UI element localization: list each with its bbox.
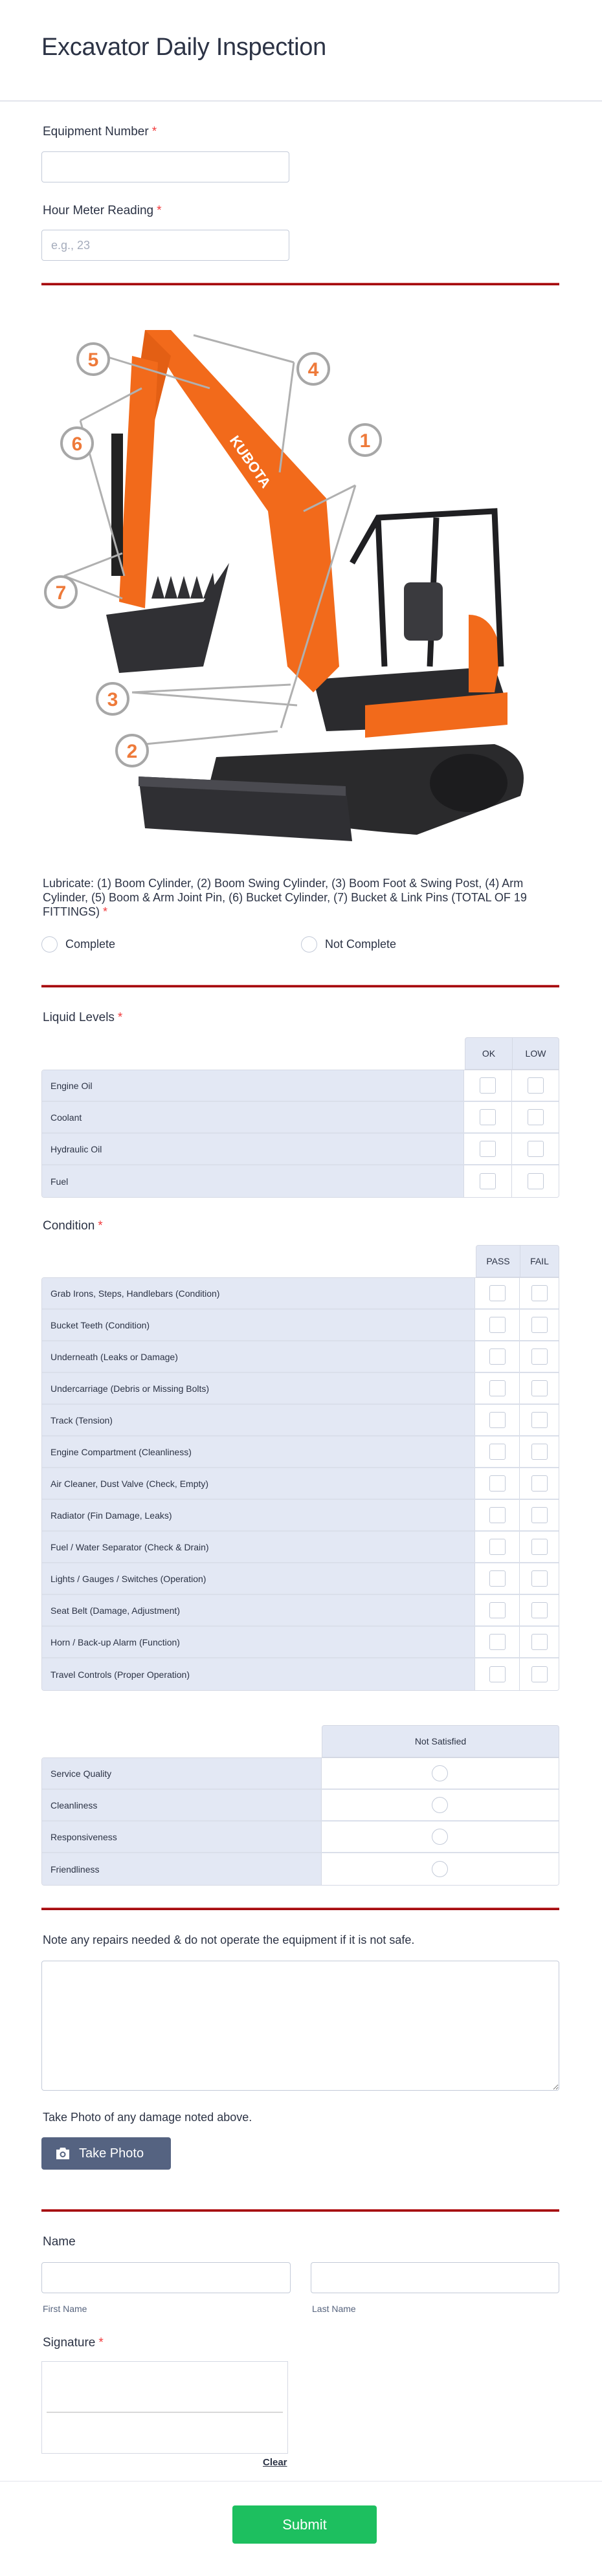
checkbox[interactable] — [528, 1141, 544, 1157]
grid-row — [42, 1405, 559, 1437]
checkbox[interactable] — [531, 1539, 548, 1555]
grid-row — [42, 1758, 559, 1790]
satisfaction-header — [322, 1725, 559, 1757]
checkbox[interactable] — [531, 1349, 548, 1365]
last-name-input[interactable] — [311, 2262, 559, 2293]
checkbox[interactable] — [531, 1475, 548, 1492]
equipment-number-label: Equipment Number * — [43, 125, 157, 138]
grid-row — [42, 1468, 559, 1500]
grid-row — [42, 1563, 559, 1595]
repairs-label: Note any repairs needed & do not operate the equipment if it is not safe. — [43, 1933, 415, 1946]
lubricate-question: Lubricate: (1) Boom Cylinder, (2) Boom Swing Cylinder, (3) Boom Foot & Swing Post, (4) Arm Cylinder, (5) Boom & Arm Joint Pin, (6) Bucket Cylinder, (7) Bucket & Link Pins (TOTAL OF 19 FITTINGS) * — [43, 877, 527, 918]
row-label: Fuel / Water Separator (Check & Drain) — [42, 1532, 475, 1562]
take-photo-button[interactable]: Take Photo — [41, 2137, 171, 2170]
grid-row — [42, 1070, 559, 1102]
required-marker: * — [103, 905, 108, 918]
row-label: Cleanliness — [42, 1790, 322, 1820]
repairs-textarea[interactable] — [41, 1961, 559, 2091]
grid-cell — [464, 1070, 512, 1101]
radio-button[interactable] — [432, 1829, 448, 1845]
row-label: Engine Oil — [42, 1070, 464, 1101]
grid-row — [42, 1532, 559, 1563]
radio-button[interactable] — [432, 1797, 448, 1813]
name-label: Name — [43, 2235, 76, 2249]
checkbox[interactable] — [528, 1173, 544, 1189]
header-divider — [0, 100, 602, 102]
row-label: Engine Compartment (Cleanliness) — [42, 1437, 475, 1467]
grid-cell — [512, 1134, 559, 1164]
checkbox[interactable] — [531, 1507, 548, 1523]
checkbox[interactable] — [531, 1380, 548, 1396]
grid-cell — [520, 1595, 559, 1625]
signature-pad[interactable] — [41, 2361, 288, 2454]
row-label: Responsiveness — [42, 1822, 322, 1852]
required-marker: * — [151, 125, 157, 138]
checkbox[interactable] — [489, 1317, 506, 1333]
callout-6-icon — [61, 428, 93, 459]
svg-text:2: 2 — [126, 741, 138, 762]
checkbox[interactable] — [480, 1109, 496, 1125]
checkbox[interactable] — [489, 1444, 506, 1460]
radio-circle[interactable] — [301, 936, 317, 952]
grid-cell — [520, 1468, 559, 1499]
photo-label: Take Photo of any damage noted above. — [43, 2111, 252, 2124]
grid-cell — [520, 1341, 559, 1372]
grid-cell — [520, 1500, 559, 1530]
signature-label: Signature * — [43, 2336, 104, 2350]
grid-cell — [322, 1822, 559, 1852]
last-name-sublabel: Last Name — [312, 2304, 356, 2314]
checkbox[interactable] — [480, 1173, 496, 1189]
grid-cell — [520, 1405, 559, 1435]
grid-cell — [475, 1627, 520, 1657]
checkbox[interactable] — [489, 1412, 506, 1428]
footer-divider — [0, 2481, 602, 2482]
radio-button[interactable] — [432, 1765, 448, 1781]
checkbox[interactable] — [489, 1634, 506, 1650]
grid-cell — [475, 1532, 520, 1562]
checkbox[interactable] — [489, 1539, 506, 1555]
grid-cell — [520, 1278, 559, 1308]
section-divider — [41, 985, 559, 987]
svg-text:7: 7 — [55, 582, 67, 604]
row-label: Travel Controls (Proper Operation) — [42, 1658, 475, 1690]
row-label: Radiator (Fin Damage, Leaks) — [42, 1500, 475, 1530]
checkbox[interactable] — [531, 1317, 548, 1333]
excavator-lubrication-diagram — [41, 304, 533, 854]
checkbox[interactable] — [531, 1634, 548, 1650]
form-title: Excavator Daily Inspection — [41, 34, 326, 61]
condition-grid — [41, 1277, 559, 1691]
row-label: Seat Belt (Damage, Adjustment) — [42, 1595, 475, 1625]
grid-cell — [322, 1853, 559, 1885]
liquid-levels-header — [465, 1037, 559, 1070]
row-label: Hydraulic Oil — [42, 1134, 464, 1164]
liquid-levels-label: Liquid Levels * — [43, 1011, 123, 1024]
callout-1-icon — [350, 424, 381, 456]
grid-cell — [520, 1627, 559, 1657]
grid-cell — [464, 1134, 512, 1164]
row-label: Air Cleaner, Dust Valve (Check, Empty) — [42, 1468, 475, 1499]
checkbox[interactable] — [489, 1602, 506, 1618]
column-not-satisfied: Not Satisfied — [414, 1736, 467, 1746]
grid-cell — [475, 1437, 520, 1467]
row-label: Track (Tension) — [42, 1405, 475, 1435]
checkbox[interactable] — [531, 1570, 548, 1587]
grid-cell — [475, 1563, 520, 1594]
hour-meter-label: Hour Meter Reading * — [43, 204, 162, 217]
row-label: Coolant — [42, 1102, 464, 1132]
grid-cell — [322, 1758, 559, 1789]
svg-text:5: 5 — [87, 349, 99, 371]
grid-row — [42, 1500, 559, 1532]
checkbox[interactable] — [489, 1380, 506, 1396]
clear-signature-link[interactable]: Clear — [263, 2457, 287, 2468]
callout-7-icon — [45, 577, 76, 608]
satisfaction-grid — [41, 1757, 559, 1886]
condition-label: Condition * — [43, 1219, 103, 1233]
condition-header — [476, 1245, 559, 1277]
grid-cell — [520, 1310, 559, 1340]
row-label: Service Quality — [42, 1758, 322, 1789]
grid-row — [42, 1341, 559, 1373]
grid-row — [42, 1790, 559, 1822]
first-name-sublabel: First Name — [43, 2304, 87, 2314]
required-marker: * — [157, 204, 162, 217]
column-low: LOW — [525, 1048, 546, 1059]
grid-cell — [475, 1658, 520, 1690]
checkbox[interactable] — [531, 1666, 548, 1682]
grid-row — [42, 1278, 559, 1310]
checkbox[interactable] — [531, 1412, 548, 1428]
signature-baseline — [47, 2412, 283, 2413]
grid-row — [42, 1310, 559, 1341]
checkbox[interactable] — [528, 1109, 544, 1125]
checkbox[interactable] — [531, 1602, 548, 1618]
checkbox[interactable] — [489, 1570, 506, 1587]
radio-not-complete[interactable]: Not Complete — [301, 936, 396, 952]
radio-button[interactable] — [432, 1861, 448, 1877]
grid-cell — [512, 1165, 559, 1197]
grid-cell — [520, 1437, 559, 1467]
grid-row — [42, 1134, 559, 1165]
row-label: Friendliness — [42, 1853, 322, 1885]
grid-row — [42, 1102, 559, 1134]
grid-cell — [475, 1405, 520, 1435]
grid-cell — [475, 1500, 520, 1530]
grid-row — [42, 1595, 559, 1627]
checkbox[interactable] — [489, 1507, 506, 1523]
section-divider — [41, 2209, 559, 2212]
section-divider — [41, 283, 559, 285]
row-label: Lights / Gauges / Switches (Operation) — [42, 1563, 475, 1594]
svg-text:3: 3 — [107, 689, 118, 710]
checkbox[interactable] — [489, 1666, 506, 1682]
grid-row — [42, 1822, 559, 1853]
svg-text:1: 1 — [359, 430, 371, 452]
required-marker: * — [117, 1011, 123, 1024]
column-ok: OK — [465, 1038, 513, 1069]
row-label: Horn / Back-up Alarm (Function) — [42, 1627, 475, 1657]
callout-3-icon — [97, 683, 128, 714]
grid-cell — [475, 1341, 520, 1372]
radio-circle[interactable] — [41, 936, 58, 952]
column-fail: FAIL — [530, 1256, 549, 1266]
grid-cell — [520, 1563, 559, 1594]
checkbox[interactable] — [489, 1285, 506, 1301]
grid-cell — [475, 1278, 520, 1308]
checkbox[interactable] — [480, 1077, 496, 1094]
grid-row — [42, 1658, 559, 1690]
submit-button[interactable]: Submit — [232, 2505, 377, 2544]
equipment-number-input[interactable] — [41, 151, 289, 182]
section-divider — [41, 1908, 559, 1910]
grid-row — [42, 1437, 559, 1468]
row-label: Bucket Teeth (Condition) — [42, 1310, 475, 1340]
row-label: Undercarriage (Debris or Missing Bolts) — [42, 1373, 475, 1404]
grid-cell — [475, 1373, 520, 1404]
grid-cell — [464, 1102, 512, 1132]
required-marker: * — [98, 2336, 104, 2350]
grid-cell — [475, 1595, 520, 1625]
svg-text:4: 4 — [307, 359, 319, 380]
grid-cell — [475, 1310, 520, 1340]
excavator-image — [41, 304, 533, 854]
liquid-levels-grid — [41, 1070, 559, 1198]
callout-2-icon — [117, 735, 148, 766]
svg-text:KUBOTA: KUBOTA — [226, 432, 274, 491]
radio-complete[interactable]: Complete — [41, 936, 115, 952]
checkbox[interactable] — [489, 1349, 506, 1365]
checkbox[interactable] — [531, 1444, 548, 1460]
grid-cell — [512, 1070, 559, 1101]
grid-cell — [512, 1102, 559, 1132]
grid-cell — [520, 1658, 559, 1690]
checkbox[interactable] — [489, 1475, 506, 1492]
hour-meter-input[interactable] — [41, 230, 289, 261]
row-label: Underneath (Leaks or Damage) — [42, 1341, 475, 1372]
grid-row — [42, 1373, 559, 1405]
grid-row — [42, 1853, 559, 1885]
column-pass: PASS — [476, 1246, 520, 1277]
row-label: Fuel — [42, 1165, 464, 1197]
checkbox[interactable] — [528, 1077, 544, 1094]
grid-cell — [520, 1373, 559, 1404]
checkbox[interactable] — [480, 1141, 496, 1157]
grid-cell — [322, 1790, 559, 1820]
grid-row — [42, 1627, 559, 1658]
callout-5-icon — [78, 344, 109, 375]
row-label: Grab Irons, Steps, Handlebars (Condition) — [42, 1278, 475, 1308]
first-name-input[interactable] — [41, 2262, 291, 2293]
grid-row — [42, 1165, 559, 1197]
grid-cell — [475, 1468, 520, 1499]
checkbox[interactable] — [531, 1285, 548, 1301]
svg-text:6: 6 — [71, 434, 83, 455]
required-marker: * — [98, 1219, 103, 1233]
callout-4-icon — [298, 353, 329, 384]
grid-cell — [464, 1165, 512, 1197]
camera-icon — [56, 2147, 70, 2160]
grid-cell — [520, 1532, 559, 1562]
